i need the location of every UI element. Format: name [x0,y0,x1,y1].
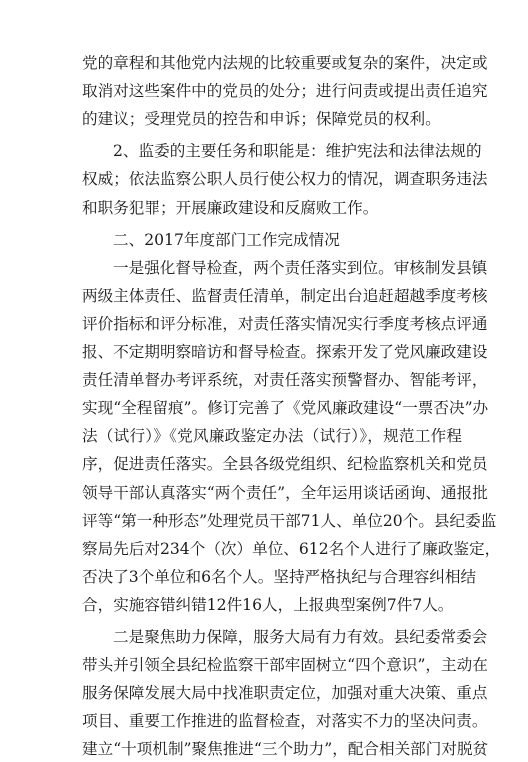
text-line: 权威；依法监察公职人员行使公权力的情况，调查职务违法 [82,170,488,189]
text-line: 领导干部认真落实“两个责任”，全年运用谈话函询、通报批 [82,483,488,502]
text-line: 否决了3个单位和6名个人。坚持严格执纪与合理容纠相结 [82,567,477,586]
text-line: 服务保障发展大局中找准职责定位，加强对重大决策、重点 [82,684,488,703]
text-line: 责任清单督办考评系统，对责任落实预警督办、智能考评， [82,371,488,390]
text-line: 党的章程和其他党内法规的比较重要或复杂的案件，决定或 [82,54,488,72]
text-line: 两级主体责任、监督责任清单，制定出台追赶超越季度考核 [82,286,488,305]
text-line: 的建议；受理党员的控告和申诉；保障党员的权利。 [82,110,441,129]
text-line: 二、2017年度部门工作完成情况 [113,230,340,249]
text-line: 一是强化督导检查，两个责任落实到位。审核制发县镇 [113,258,488,277]
text-line: 察局先后对234个（次）单位、612名个人进行了廉政鉴定， [82,539,501,558]
text-line: 序，促进责任落实。全县各级党组织、纪检监察机关和党员 [82,455,488,474]
text-line: 建立“十项机制”聚焦推进“三个助力”，配合相关部门对脱贫 [82,740,489,759]
text-line: 实现“全程留痕”。修订完善了《党风廉政建设“一票否决”办 [82,399,489,418]
text-line: 合，实施容错纠错12件16人，上报典型案例7件7人。 [82,595,454,614]
text-line: 项目、重要工作推进的监督检查，对落实不力的坚决问责。 [82,712,488,731]
text-line: 和职务犯罪；开展廉政建设和反腐败工作。 [82,198,379,217]
text-line: 法（试行）》《党风廉政鉴定办法（试行）》，规范工作程 [82,427,462,446]
text-line: 评价指标和评分标准，对责任落实情况实行季度考核点评通 [82,314,488,333]
text-line: 取消对这些案件中的党员的处分；进行问责或提出责任追究 [82,82,488,101]
text-line: 评等“第一种形态”处理党员干部71人、单位20个。县纪委监 [82,511,497,530]
text-line: 报、不定期明察暗访和督导检查。探索开发了党风廉政建设 [82,343,488,361]
text-line: 二是聚焦助力保障，服务大局有力有效。县纪委常委会 [113,628,488,646]
text-line: 带头并引领全县纪检监察干部牢固树立“四个意识”，主动在 [82,656,488,675]
text-line: 2、监委的主要任务和职能是：维护宪法和法律法规的 [113,142,482,161]
